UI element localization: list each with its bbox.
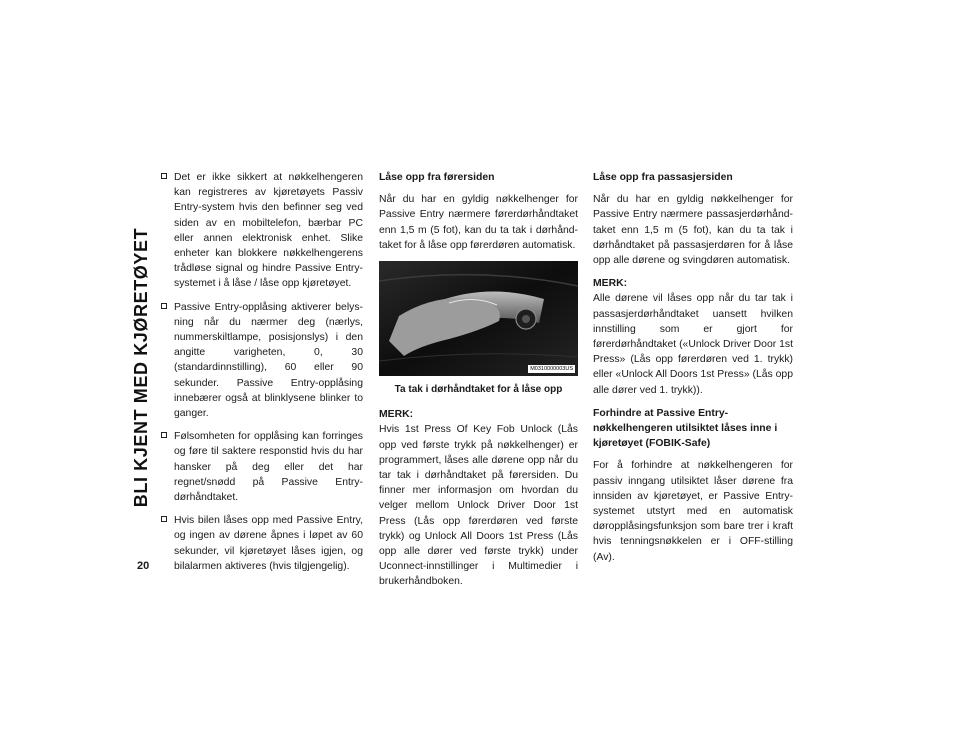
section-heading: Låse opp fra førersiden	[379, 172, 495, 183]
bullet-text: Hvis bilen låses opp med Passive Entry, og ingen av dørene åpnes i løpet av 60 sekunder, vil kjøretøyet låses igjen, og bilalarmen aktiveres (hvis tilgjengelig).	[174, 515, 363, 572]
note	[593, 276, 793, 398]
section-heading: Låse opp fra passasjersiden	[593, 172, 733, 183]
paragraph: Når du har en gyldig nøkkelhenger for Passive Entry nærmere passasjerdørhåndtaket enn 1,5 m (5 fot), kan du ta tak i dørhåndtaket på passasjerdøren for å låse opp alle dørene og svingdøren automatisk.	[593, 194, 793, 267]
door-handle-photo	[379, 261, 578, 376]
paragraph: Når du har en gyldig nøkkelhenger for Passive Entry nærmere førerdørhåndtaket enn 1,5 m (5 fot), kan du ta tak i dørhåndtaket for å låse opp førerdøren automatisk.	[379, 194, 578, 251]
square-bullet-icon	[161, 432, 167, 438]
bullet-text: Passive Entry-opplåsing aktiverer belysning når du nærmer deg (nærlys, nummerskiltlampe, posisjonslys) i den angitte varigheten, 0, 30 (standardinnstilling), 60 eller 90 sekunder. Passive Entry-opplåsing innebærer også at blinklysene blinker to ganger.	[174, 301, 363, 420]
bullet-list	[160, 170, 363, 574]
square-bullet-icon	[161, 303, 167, 309]
note-label: MERK:	[379, 409, 414, 421]
list-item	[160, 429, 363, 505]
square-bullet-icon	[161, 516, 167, 522]
note-label: MERK:	[593, 278, 628, 290]
paragraph: For å forhindre at nøkkelhengeren for passiv inngang utilsiktet låser dørene fra innsiden av kjøretøyet, er Passive Entry-systemet utstyrt med en automatisk døropplåsingsfunksjon som bare trer i kraft hvis tenningsnøkkelen er i OFF-stilling (Av).	[593, 460, 793, 563]
figure-code: M0310000003US	[530, 366, 573, 373]
section-heading: Forhindre at Passive Entry-nøkkelhengeren utilsiktet låses inne i kjøretøyet (FOBIK-Safe)	[593, 407, 778, 450]
figure-caption: Ta tak i dørhåndtaket for å låse opp	[394, 384, 563, 396]
section-title: BLI KJENT MED KJØRETØYET	[131, 227, 152, 508]
door-handle-illustration	[379, 261, 578, 376]
column-3	[593, 170, 793, 573]
note-text: Hvis 1st Press Of Key Fob Unlock (Lås opp ved første trykk på nøkkelhenger) er programmert, låses alle dørene opp når du tar tak i dørhåndtaket på førersiden. Du finner mer informasjon om hvordan du velger mellom Unlock Driver Door 1st Press (Lås opp førerdøren ved første trykk) og Unlock All Doors 1st Press (Lås opp alle dører ved første trykk) under Uconnect-innstillinger i Multimedier i brukerhåndboken.	[379, 424, 578, 588]
bullet-text: Følsomheten for opplåsing kan forringes og føre til saktere responstid hvis du har hansker på deg eller det har regnet/snødd på Passive Entry-dørhåndtaket.	[174, 431, 363, 504]
square-bullet-icon	[161, 173, 167, 179]
list-item	[160, 300, 363, 422]
column-2	[379, 170, 578, 598]
list-item	[160, 513, 363, 574]
page-number: 20	[137, 560, 150, 572]
bullet-text: Det er ikke sikkert at nøkkelhengeren kan registreres av kjøretøyets Passiv Entry-system hvis den befinner seg ved siden av en mobiltelefon, bærbar PC eller annen elektronisk enhet. Slike enheter kan blokkere nøkkelhengerens trådløse signal og hindre Passive Entry-systemet i å låse / låse opp kjøretøyet.	[174, 172, 363, 290]
column-1	[160, 170, 363, 582]
list-item	[160, 170, 363, 292]
note	[379, 407, 578, 589]
note-text: Alle dørene vil låses opp når du tar tak i passasjerdørhåndtaket uansett hvilken innstilling som er gjort for førerdørhåndtaket («Unlock Driver Door 1st Press» (Lås opp førerdøren ved 1. trykk) eller «Unlock All Doors 1st Press» (Lås opp alle dører ved 1. trykk)).	[593, 293, 793, 396]
section-side-tab	[127, 170, 157, 565]
